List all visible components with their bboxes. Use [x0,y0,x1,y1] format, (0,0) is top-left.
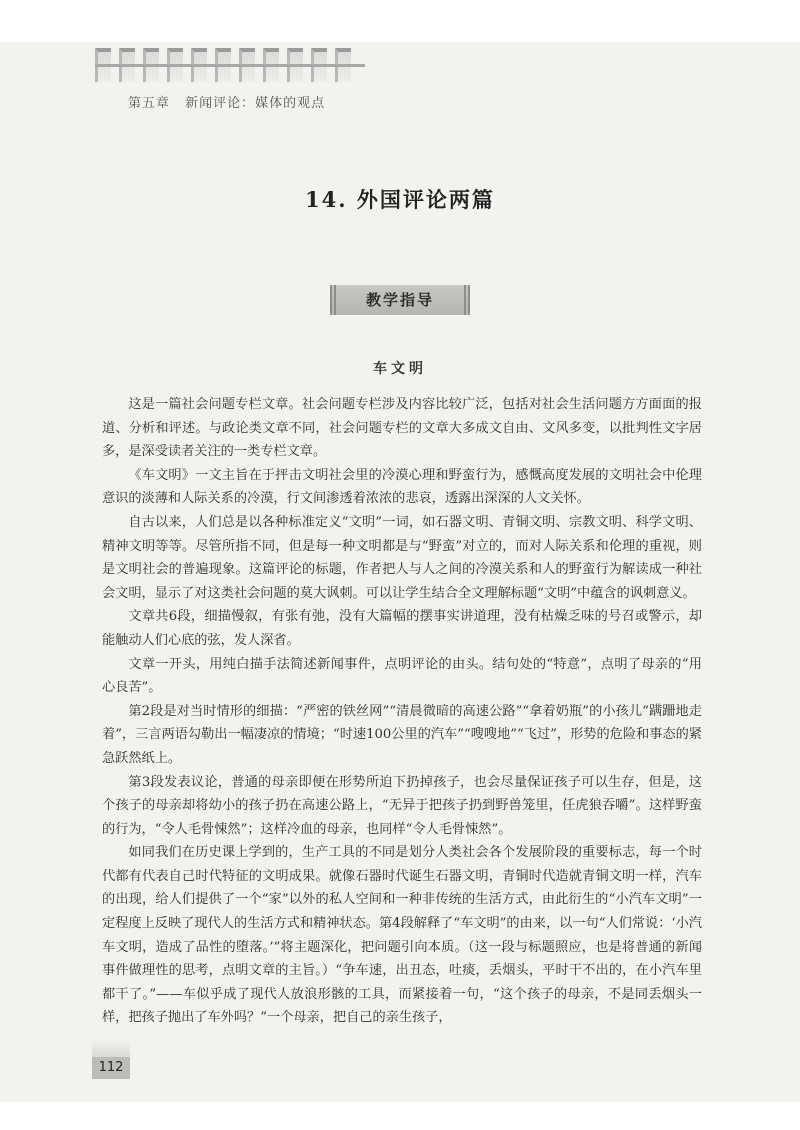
page-number: 112 [92,1057,130,1079]
paragraph: 如同我们在历史课上学到的，生产工具的不同是划分人类社会各个发展阶段的重要标志，每一个时代都有代表自己时代特征的文明成果。就像石器时代诞生石器文明，青铜时代造就青铜文明一样，汽车的出现，给人们提供了一个“家”以外的私人空间和一种非传统的生活方式，由此衍生的“小汽车文明”一定程度上反映了现代人的生活方式和精神状态。第4段解释了“车文明”的由来，以一句“人们常说：‘小汽车文明，造成了品性的堕落。’”将主题深化，把问题引向本质。（这一段与标题照应，也是将普通的新闻事件做理性的思考，点明文章的主旨。）“争车速，出丑态，吐痰，丢烟头，平时干不出的，在小汽车里都干了。”——车似乎成了现代人放浪形骸的工具，而紧接着一句，“这个孩子的母亲，不是同丢烟头一样，把孩子抛出了车外吗？”一个母亲，把自己的亲生孩子， [102,845,702,1026]
teaching-guide-banner: 教学指导 [330,285,470,315]
chapter-header [128,92,335,111]
paragraph: 第2段是对当时情形的细描：“严密的铁丝网”“清晨微暗的高速公路”“拿着奶瓶”的小孩儿“蹒跚地走着”，三言两语勾勒出一幅凄凉的情境；“时速100公里的汽车”“嗖嗖地”“飞过”，形势的危险和事态的紧急跃然纸上。 [102,703,702,766]
paragraph: 这是一篇社会问题专栏文章。社会问题专栏涉及内容比较广泛，包括对社会生活问题方方面面的报道、分析和评述。与政论类文章不同，社会问题专栏的文章大多成文自由、文风多变，以批判性文字居多，是深受读者关注的一类专栏文章。 [102,397,702,460]
header-decoration [95,48,380,88]
paragraph: 文章一开头，用纯白描手法简述新闻事件，点明评论的由头。结句处的“特意”，点明了母亲的“用心良苦”。 [102,656,702,696]
chapter-title: 新闻评论：媒体的观点 [185,96,326,111]
section-title: 车文明 [373,361,427,377]
paragraph: 第3段发表议论，普通的母亲即便在形势所迫下扔掉孩子，也会尽量保证孩子可以生存，但是，这个孩子的母亲却将幼小的孩子扔在高速公路上，“无异于把孩子扔到野兽笼里，任虎狼吞嚼”。这样野蛮的行为，“令人毛骨悚然”；这样冷血的母亲，也同样“令人毛骨悚然”。 [102,774,702,837]
chapter-number: 第五章 [128,96,171,111]
page-title: 14. 外国评论两篇 [305,187,495,212]
paragraph: 文章共6段，细描慢叙，有张有弛，没有大篇幅的摆事实讲道理，没有枯燥乏味的号召或警示，却能触动人们心底的弦，发人深省。 [102,609,702,648]
body-text [102,393,702,1030]
paragraph: 《车文明》一文主旨在于抨击文明社会里的冷漠心理和野蛮行为，感慨高度发展的文明社会中伦理意识的淡薄和人际关系的冷漠，行文间渗透着浓浓的悲哀，透露出深深的人文关怀。 [102,467,702,507]
paragraph: 自古以来，人们总是以各种标准定义“文明”一词，如石器文明、青铜文明、宗教文明、科学文明、精神文明等等。尽管所指不同，但是每一种文明都是与“野蛮”对立的，而对人际关系和伦理的重视，则是文明社会的普遍现象。这篇评论的标题，作者把人与人之间的冷漠关系和人的野蛮行为解读成一种社会文明，显示了对这类社会问题的莫大讽刺。可以让学生结合全文理解标题“文明”中蕴含的讽刺意义。 [102,514,702,601]
page-number-shade [92,1040,130,1057]
header-rule [95,64,365,67]
